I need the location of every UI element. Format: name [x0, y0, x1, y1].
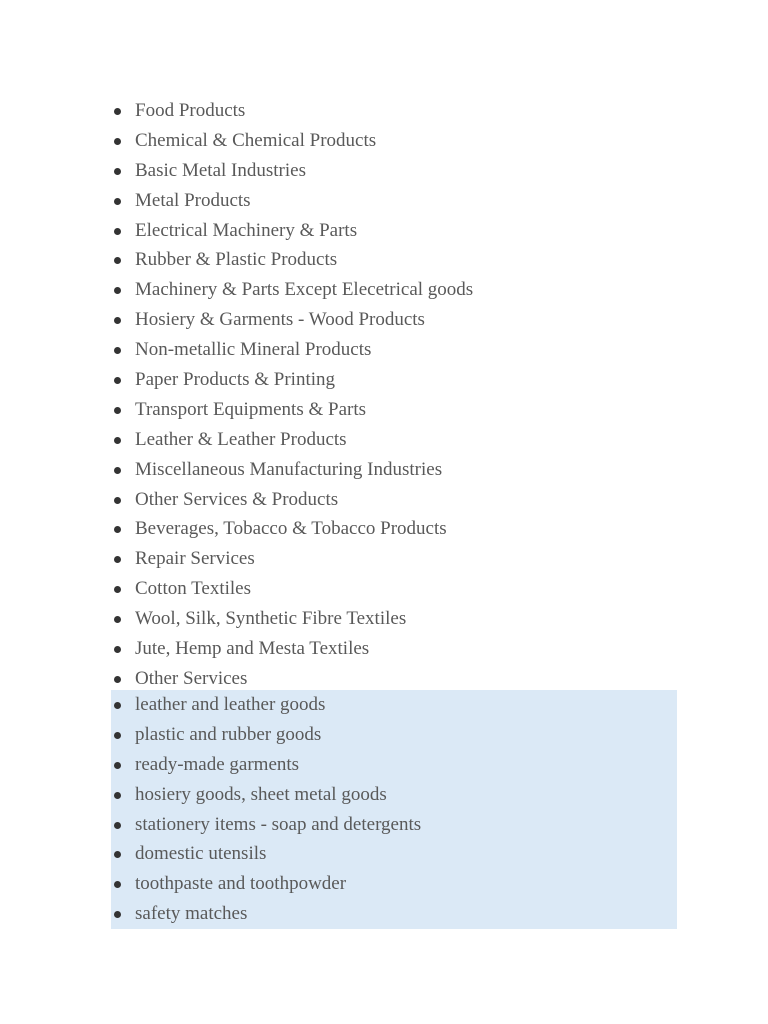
list-item-text: leather and leather goods: [135, 694, 326, 715]
list-item: [111, 245, 677, 275]
bullet-icon: [114, 851, 121, 858]
list-item: [111, 690, 677, 720]
list-item: [111, 544, 677, 574]
industry-list: [111, 96, 677, 694]
bullet-icon: [114, 497, 121, 504]
list-item: [111, 156, 677, 186]
list-item-text: Other Services: [135, 667, 248, 689]
bullet-icon: [114, 467, 121, 474]
list-item: [111, 899, 677, 929]
list-item-text: stationery items - soap and detergents: [135, 813, 422, 835]
list-item-text: Repair Services: [135, 548, 255, 570]
list-item-text: Leather & Leather Products: [135, 428, 347, 450]
list-item: [111, 780, 677, 810]
bullet-icon: [114, 586, 121, 593]
list-item-text: Miscellaneous Manufacturing Industries: [135, 458, 443, 480]
bullet-icon: [114, 257, 121, 264]
bullet-icon: [114, 646, 121, 653]
list-item: [111, 335, 677, 365]
list-item: [111, 514, 677, 544]
list-item: [111, 455, 677, 485]
list-item-text: toothpaste and toothpowder: [135, 873, 347, 895]
list-item-text: Non-metallic Mineral Products: [135, 339, 372, 361]
list-item: [111, 574, 677, 604]
bullet-icon: [114, 377, 121, 384]
list-item: [111, 305, 677, 335]
list-item: [111, 810, 677, 840]
list-item-text: Cotton Textiles: [135, 578, 252, 600]
bullet-icon: [114, 407, 121, 414]
bullet-icon: [114, 317, 121, 324]
list-item-text: Metal Products: [135, 189, 251, 211]
bullet-icon: [114, 228, 121, 235]
list-item: [111, 186, 677, 216]
list-item-text: Paper Products & Printing: [135, 369, 336, 391]
bullet-icon: [114, 287, 121, 294]
bullet-icon: [114, 556, 121, 563]
bullet-icon: [114, 198, 121, 205]
list-item-text: Other Services & Products: [135, 488, 339, 510]
list-item: [111, 839, 677, 869]
bullet-icon: [114, 702, 121, 709]
highlighted-goods-list: [111, 690, 677, 929]
list-item: [111, 604, 677, 634]
list-item: [111, 750, 677, 780]
list-item: [111, 485, 677, 515]
bullet-icon: [114, 911, 121, 918]
list-item: [111, 216, 677, 246]
list-item-text: Jute, Hemp and Mesta Textiles: [135, 638, 370, 660]
bullet-icon: [114, 347, 121, 354]
list-item-text: plastic and rubber goods: [135, 723, 322, 745]
list-item: [111, 96, 677, 126]
list-item-text: Hosiery & Garments - Wood Products: [135, 309, 425, 331]
list-item-text: hosiery goods, sheet metal goods: [135, 783, 387, 805]
bullet-icon: [114, 792, 121, 799]
list-item: [111, 425, 677, 455]
bullet-icon: [114, 616, 121, 623]
list-item-text: Basic Metal Industries: [135, 159, 306, 181]
list-item: [111, 869, 677, 899]
bullet-icon: [114, 108, 121, 115]
list-item-text: Beverages, Tobacco & Tobacco Products: [135, 518, 447, 540]
list-item: [111, 634, 677, 664]
list-item-text: domestic utensils: [135, 843, 267, 865]
list-item-text: ready-made garments: [135, 753, 300, 775]
list-item-text: Food Products: [135, 100, 246, 121]
bullet-icon: [114, 676, 121, 683]
list-item-text: Machinery & Parts Except Elecetrical goods: [135, 279, 474, 301]
list-item-text: Transport Equipments & Parts: [135, 398, 366, 420]
bullet-icon: [114, 437, 121, 444]
bullet-icon: [114, 526, 121, 533]
bullet-icon: [114, 881, 121, 888]
bullet-icon: [114, 762, 121, 769]
bullet-icon: [114, 168, 121, 175]
list-item: [111, 365, 677, 395]
bullet-icon: [114, 822, 121, 829]
bullet-icon: [114, 138, 121, 145]
bullet-icon: [114, 732, 121, 739]
list-item-text: Chemical & Chemical Products: [135, 129, 377, 151]
list-item: [111, 720, 677, 750]
list-item-text: Wool, Silk, Synthetic Fibre Textiles: [135, 608, 407, 630]
list-item-text: Electrical Machinery & Parts: [135, 219, 358, 241]
list-item: [111, 275, 677, 305]
list-item: [111, 126, 677, 156]
list-item-text: safety matches: [135, 903, 248, 925]
list-item-text: Rubber & Plastic Products: [135, 249, 338, 271]
list-item: [111, 395, 677, 425]
